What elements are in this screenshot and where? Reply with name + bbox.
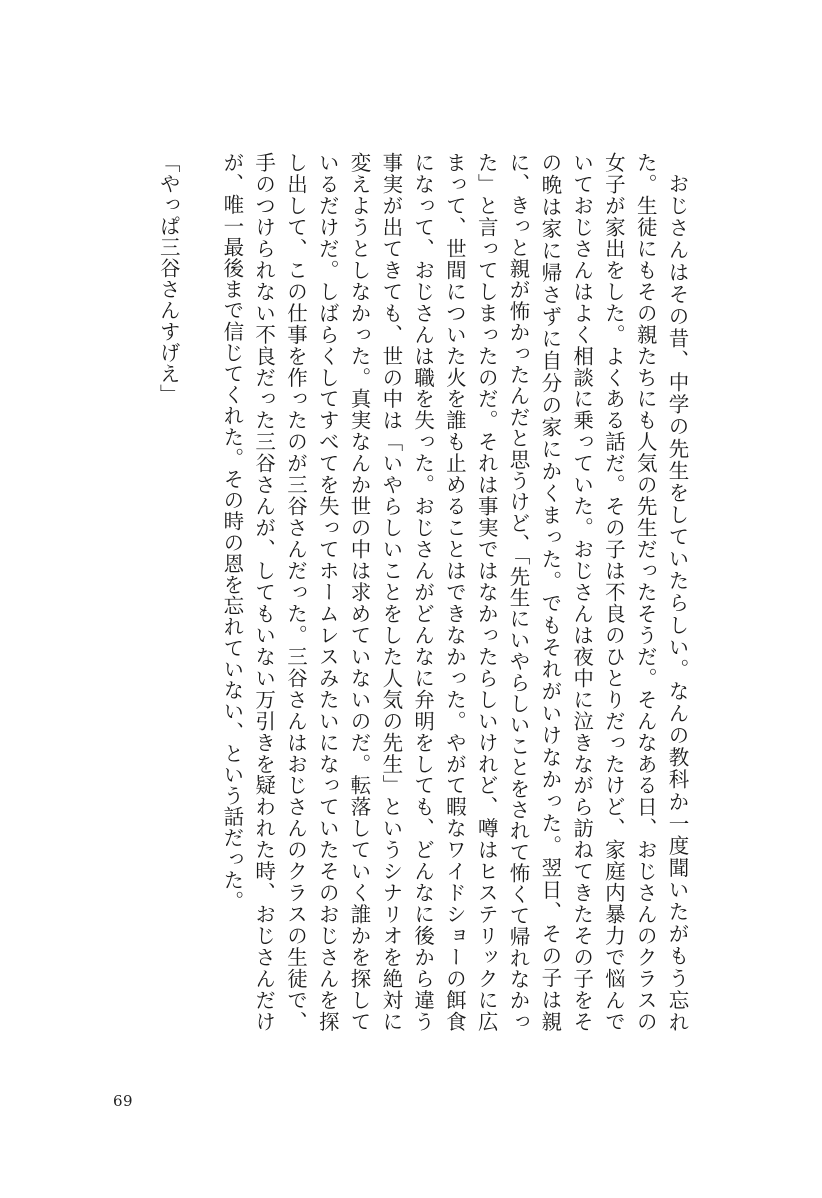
body-text [95,152,692,1032]
paragraph-gap [183,152,215,1032]
page-number: 69 [113,1092,134,1110]
paragraph-1: おじさんはその昔、中学の先生をしていたらしい。なんの教科か一度聞いたがもう忘れた。生徒にもその親たちにも人気の先生だったそうだ。そんなある日、おじさんのクラスの女子が家出をした。よくある話だ。その子は不良のひとりだったけど、家庭内暴力で悩んでいておじさんはよく相談に乗っていた。おじさんは夜中に泣きながら訪ねてきたその子をその晩は家に帰さずに自分の家にかくまった。でもそれがいけなかった。翌日、その子は親に、きっと親が怖かったんだと思うけど、「先生にいやらしいことをされて怖くて帰れなかった」と言ってしまったのだ。それは事実ではなかったらしいけれど、噂はヒステリックに広まって、世間についた火を誰も止めることはできなかった。やがて暇なワイドショーの餌食になって、おじさんは職を失った。おじさんがどんなに弁明をしても、どんなに後から違う事実が出てきても、世の中は「いやらしいことをした人気の先生」というシナリオを絶対に変えようとしなかった。真実なんか世の中は求めていないのだ。転落していく誰かを探しているだけだ。しばらくしてすべてを失ってホームレスみたいになっていたそのおじさんを探し出して、この仕事を作ったのが三谷さんだった。三谷さんはおじさんのクラスの生徒で、手のつけられない不良だった三谷さんが、してもいない万引きを疑われた時、おじさんだけが、唯一最後まで信じてくれた。その時の恩を忘れていない、という話だった。 [219,152,689,1032]
paragraph-2: 「やっぱ三谷さんすげえ」 [156,152,181,406]
